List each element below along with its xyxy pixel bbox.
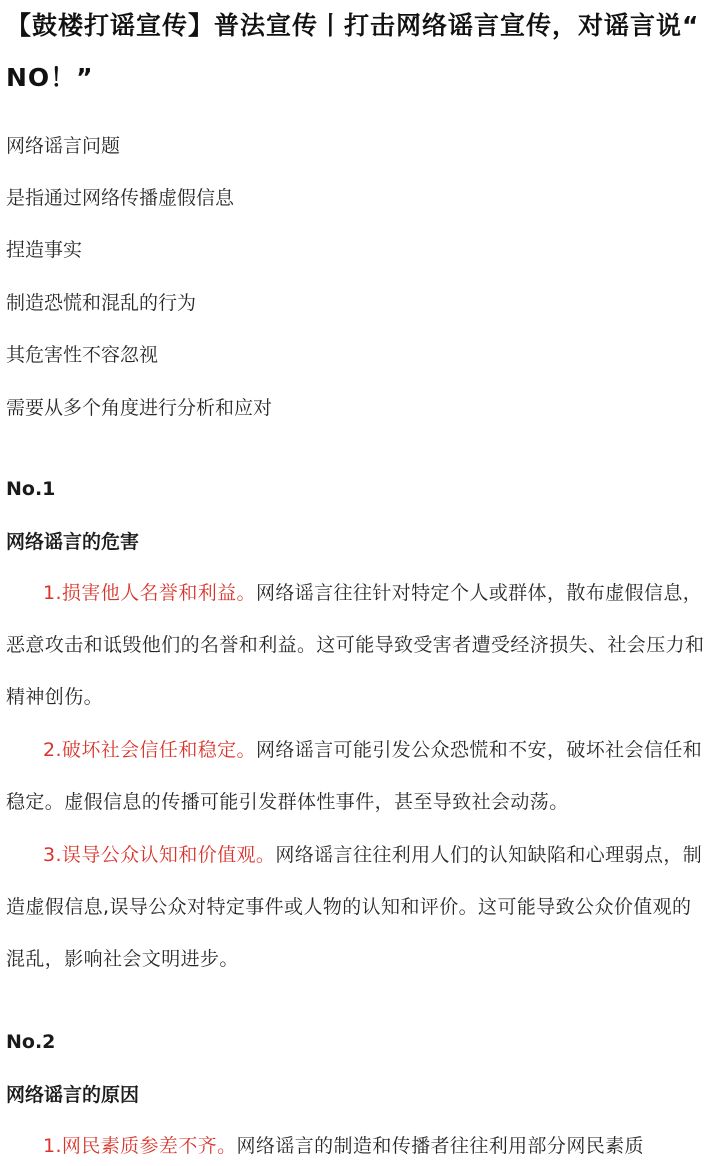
intro-line-6: 需要从多个角度进行分析和应对 [6,397,273,419]
section-1-item-1 [6,567,706,723]
section-2-number: No.2 [6,1031,56,1053]
section-1-item-1-text: 网络谣言往往针对特定个人或群体，散布虚假信息，恶意攻击和诋毁他们的名誉和利益。这可能导致受害者遭受经济损失、社会压力和精神创伤。 [6,582,705,708]
section-2-item-1-text: 网络谣言的制造和传播者往往利用部分网民素质 [236,1135,644,1157]
intro-line-1: 网络谣言问题 [6,135,121,157]
section-1-item-3-lead: 3.误导公众认知和价值观。 [43,844,276,866]
intro-line-3: 捏造事实 [6,239,83,261]
section-1-item-2 [6,724,706,828]
section-1-item-3 [6,829,706,985]
section-1-item-2-text: 网络谣言可能引发公众恐慌和不安，破坏社会信任和稳定。虚假信息的传播可能引发群体性事件，甚至导致社会动荡。 [6,739,703,813]
section-1-item-2-lead: 2.破坏社会信任和稳定。 [43,739,256,761]
section-2-item-1-lead: 1.网民素质参差不齐。 [43,1135,237,1157]
section-1-number: No.1 [6,478,56,500]
section-1-item-1-lead: 1.损害他人名誉和利益。 [43,582,256,604]
intro-line-5: 其危害性不容忽视 [6,344,159,366]
section-1-item-3-text: 网络谣言往往利用人们的认知缺陷和心理弱点，制造虚假信息,误导公众对特定事件或人物的认知和评价。这可能导致公众价值观的混乱，影响社会文明进步。 [6,844,703,970]
intro-line-2: 是指通过网络传播虚假信息 [6,187,235,209]
section-2-item-1 [6,1120,706,1166]
section-1-heading: 网络谣言的危害 [6,531,140,553]
article-title: 【鼓楼打谣宣传】普法宣传丨打击网络谣言宣传，对谣言说“ NO！” [6,11,700,92]
section-2-heading: 网络谣言的原因 [6,1084,140,1106]
intro-line-4: 制造恐慌和混乱的行为 [6,292,197,314]
